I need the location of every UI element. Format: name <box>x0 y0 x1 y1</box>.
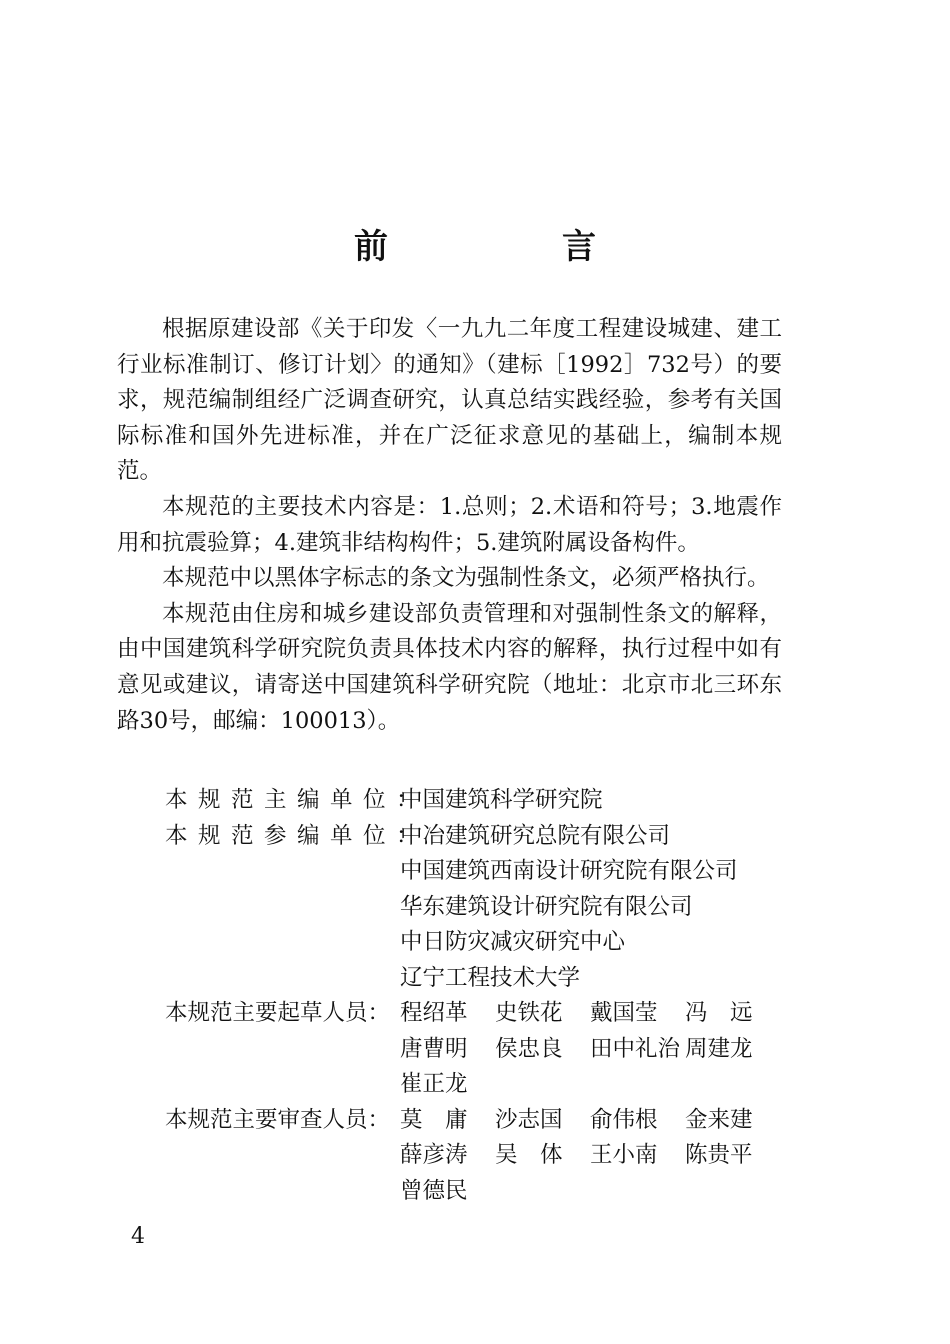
preface-paragraph: 本规范中以黑体字标志的条文为强制性条文，必须严格执行。 <box>162 565 770 592</box>
reviewer-name: 曾德民 <box>400 1177 468 1204</box>
drafter-name: 戴国莹 <box>590 1000 658 1026</box>
preface-body <box>117 312 782 739</box>
reviewer-name: 薛彦涛 <box>400 1142 468 1168</box>
reviewer-name: 陈贵平 <box>685 1142 753 1168</box>
reviewer-name: 金来建 <box>685 1106 753 1133</box>
preface-paragraph: 根据原建设部《关于印发〈一九九二年度工程建设城建、建工行业标准制订、修订计划〉的通知》（建标［1992］732号）的要求，规范编制组经广泛调查研究，认真总结实践经验，参考有关国际标准和国外先进标准，并在广泛征求意见的基础上，编制本规范。 <box>117 316 782 485</box>
reviewer-name: 莫 庸 <box>400 1106 468 1133</box>
page-number: 4 <box>131 1224 145 1249</box>
chief-unit-label: 本规范主编单位： <box>165 787 430 813</box>
reviewer-name: 沙志国 <box>495 1106 563 1133</box>
participating-units-label: 本规范参编单位： <box>165 822 430 849</box>
preface-paragraph: 本规范的主要技术内容是：1.总则；2.术语和符号；3.地震作用和抗震验算；4.建筑非结构构件；5.建筑附属设备构件。 <box>117 493 782 556</box>
drafter-name: 冯 远 <box>685 1000 753 1026</box>
preface-paragraph: 本规范由住房和城乡建设部负责管理和对强制性条文的解释，由中国建筑科学研究院负责具体技术内容的解释，执行过程中如有意见或建议，请寄送中国建筑科学研究院（地址：北京市北三环东路30号，邮编：100013）。 <box>117 600 782 734</box>
reviewer-name: 俞伟根 <box>590 1106 658 1133</box>
drafter-name: 崔正龙 <box>400 1071 468 1097</box>
participating-unit: 华东建筑设计研究院有限公司 <box>400 893 693 920</box>
drafter-name: 程绍革 <box>400 1000 468 1026</box>
participating-unit: 中日防灾减灾研究中心 <box>400 929 626 955</box>
reviewer-name: 吴 体 <box>495 1142 563 1168</box>
reviewers-label: 本规范主要审查人员： <box>165 1106 391 1133</box>
participating-unit: 中冶建筑研究总院有限公司 <box>400 822 671 849</box>
page-title: 前 言 <box>354 227 666 267</box>
drafter-name: 侯忠良 <box>495 1035 563 1062</box>
drafters-row <box>165 996 785 1103</box>
drafter-name: 周建龙 <box>685 1035 753 1062</box>
credits-section <box>165 783 785 1209</box>
drafter-name: 田中礼治 <box>590 1035 681 1062</box>
drafters-label: 本规范主要起草人员： <box>165 1000 391 1026</box>
drafter-name: 史铁花 <box>495 1000 563 1026</box>
participating-units-row <box>165 819 785 997</box>
chief-unit-row <box>165 783 785 819</box>
participating-unit: 中国建筑西南设计研究院有限公司 <box>400 858 738 884</box>
reviewer-name: 王小南 <box>590 1142 658 1168</box>
participating-unit: 辽宁工程技术大学 <box>400 964 581 991</box>
reviewers-row <box>165 1103 785 1210</box>
drafter-name: 唐曹明 <box>400 1035 468 1062</box>
chief-unit-value: 中国建筑科学研究院 <box>400 787 603 813</box>
